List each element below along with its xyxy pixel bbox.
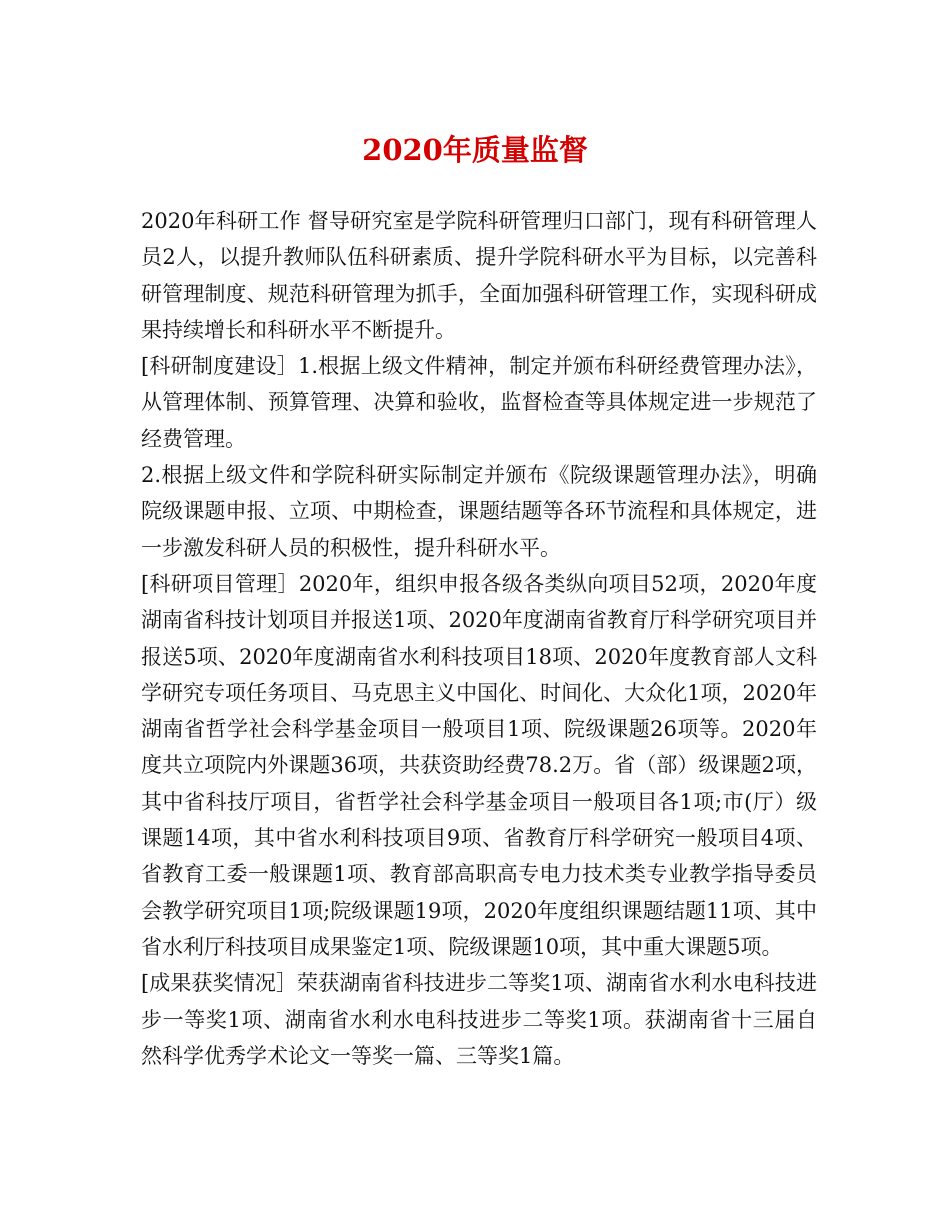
paragraph-project-management: [科研项目管理］2020年，组织申报各级各类纵向项目52项，2020年度湖南省科技计划项目并报送1项、2020年度湖南省教育厅科学研究项目并报送5项、2020年度湖南省水利科技项目18项、2020年度教育部人文科学研究专项任务项目、马克思主义中国化、时间化、大众化1项，2020年湖南省哲学社会科学基金项目一般项目1项、院级课题26项等。2020年度共立项院内外课题36项，共获资助经费78.2万。省（部）级课题2项，其中省科技厅项目，省哲学社会科学基金项目一般项目各1项;市(厅）级课题14项，其中省水利科技项目9项、省教育厅科学研究一般项目4项、省教育工委一般课题1项、教育部高职高专电力技术类专业教学指导委员会教学研究项目1项;院级课题19项，2020年度组织课题结题11项、其中省水利厅科技项目成果鉴定1项、院级课题10项，其中重大课题5项。 [141,571,817,959]
paragraph-research-system: [科研制度建设］1.根据上级文件精神，制定并颁布科研经费管理办法》，从管理体制、预算管理、决算和验收，监督检查等具体规定进一步规范了经费管理。 [141,354,817,451]
paragraph-intro: 2020年科研工作 督导研究室是学院科研管理归口部门，现有科研管理人员2人，以提升教师队伍科研素质、提升学院科研水平为目标，以完善科研管理制度、规范科研管理为抓手，全面加强科研管理工作，实现科研成果持续增长和科研水平不断提升。 [141,209,817,342]
paragraph-awards: [成果获奖情况］荣获湖南省科技进步二等奖1项、湖南省水利水电科技进步一等奖1项、湖南省水利水电科技进步二等奖1项。获湖南省十三届自然科学优秀学术论文一等奖一篇、三等奖1篇。 [141,971,817,1068]
document-title: 2020年质量监督 [362,133,588,167]
paragraph-project-rules: 2.根据上级文件和学院科研实际制定并颁布《院级课题管理办法》，明确院级课题申报、立项、中期检查，课题结题等各环节流程和具体规定，进一步激发科研人员的积极性，提升科研水平。 [141,463,817,560]
document-body [141,203,817,1074]
